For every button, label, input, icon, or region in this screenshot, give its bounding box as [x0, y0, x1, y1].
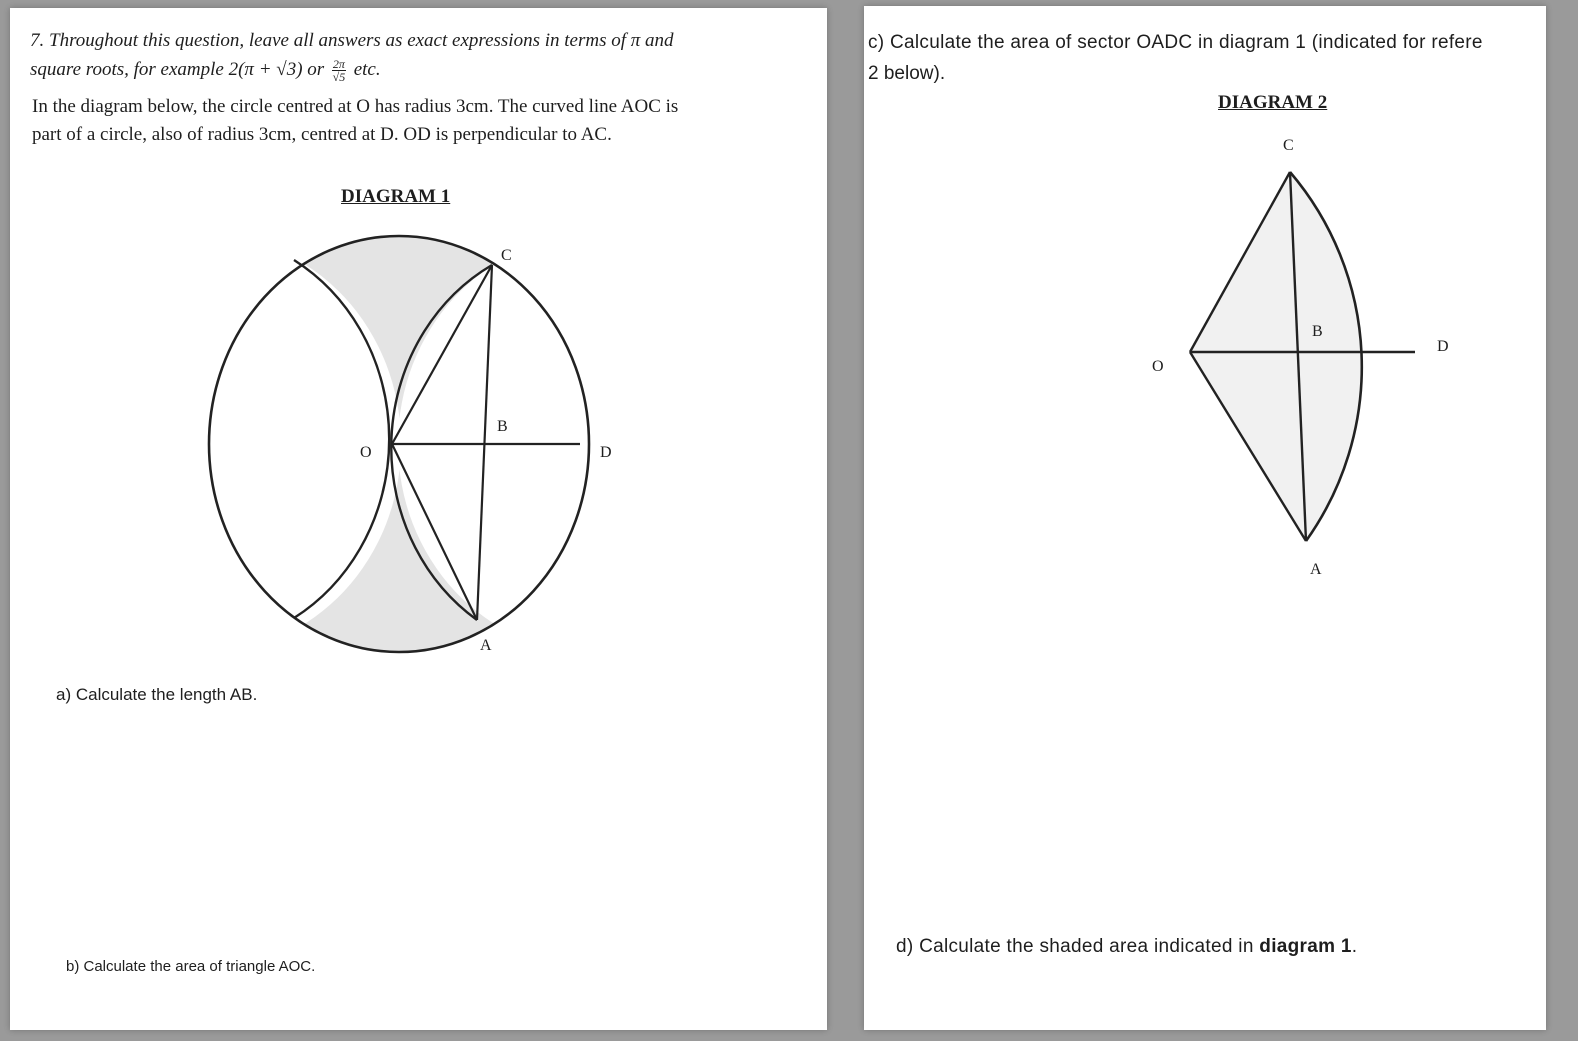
label-a: A: [480, 637, 492, 654]
label-c: C: [1283, 137, 1294, 154]
fraction-denominator: √5: [332, 70, 346, 84]
part-a-question: a) Calculate the length AB.: [56, 685, 258, 704]
question-instruction-line1: 7. Throughout this question, leave all answers as exact expressions in terms of π and: [30, 30, 674, 51]
diagram2-title: DIAGRAM 2: [1218, 92, 1328, 113]
shaded-region: [10, 8, 827, 1030]
label-o: O: [1152, 358, 1164, 375]
part-d-bold-reference: diagram 1: [1259, 936, 1352, 957]
diagram1-figure: [10, 8, 827, 1030]
label-c: C: [501, 247, 512, 264]
instruction-etc: etc.: [353, 58, 381, 80]
instruction-example-text: square roots, for example 2(π + √3) or: [30, 58, 325, 80]
part-c-question-line2: 2 below).: [868, 63, 946, 84]
label-d: D: [600, 444, 612, 461]
fraction-numerator: 2π: [332, 57, 345, 71]
label-d: D: [1437, 338, 1449, 355]
part-b-question: b) Calculate the area of triangle AOC.: [66, 958, 316, 975]
worksheet-page-left: [10, 8, 827, 1030]
part-d-period: .: [1351, 936, 1358, 957]
part-d-question: [896, 936, 1357, 958]
label-b: B: [497, 418, 508, 435]
question-intro-line2: part of a circle, also of radius 3cm, centred at D. OD is perpendicular to AC.: [32, 124, 612, 145]
diagram2-figure: [864, 6, 1546, 1030]
part-d-text: d) Calculate the shaded area indicated in: [896, 936, 1254, 957]
label-o: O: [360, 444, 372, 461]
question-intro-line1: In the diagram below, the circle centred at O has radius 3cm. The curved line AOC is: [32, 96, 679, 117]
label-a: A: [1310, 561, 1322, 578]
label-b: B: [1312, 323, 1323, 340]
worksheet-page-right: [864, 6, 1546, 1030]
diagram1-title: DIAGRAM 1: [341, 186, 451, 207]
part-c-question-line1: c) Calculate the area of sector OADC in diagram 1 (indicated for refere: [868, 32, 1483, 53]
